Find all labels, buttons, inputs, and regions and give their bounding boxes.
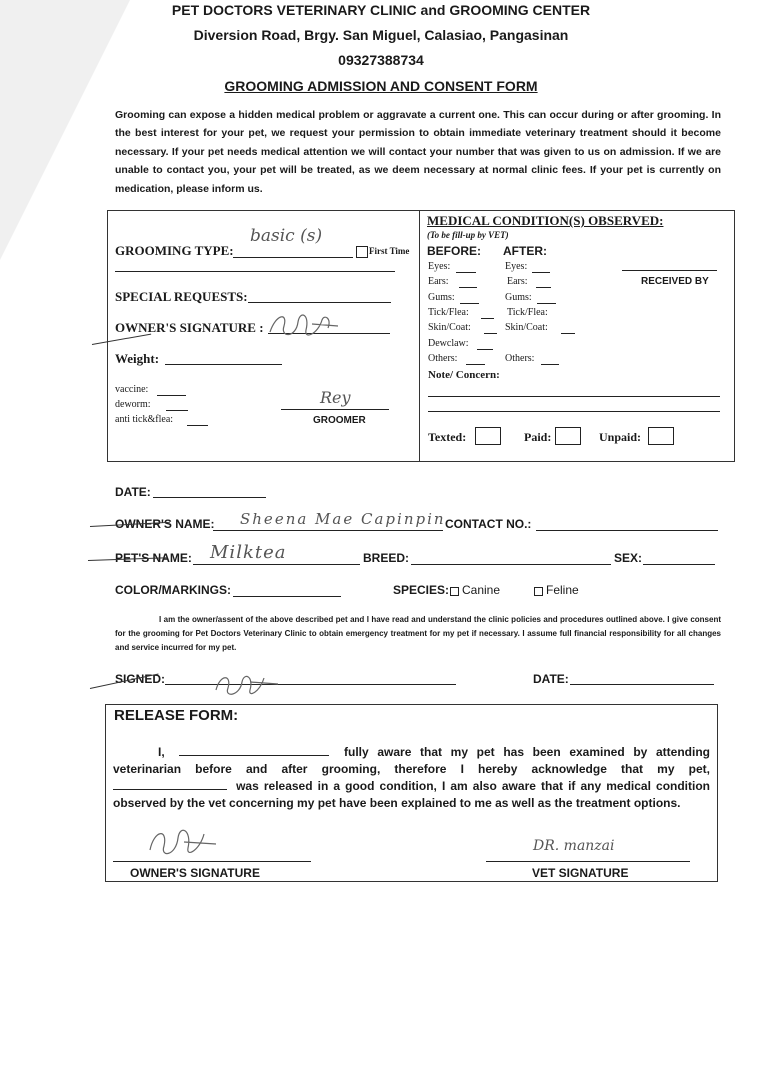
before-item: Gums:	[428, 292, 455, 303]
special-requests-label: SPECIAL REQUESTS:	[115, 289, 248, 304]
weight-line	[165, 364, 282, 365]
breed-line	[411, 564, 611, 565]
unpaid-label: Unpaid:	[599, 430, 642, 444]
date-line	[153, 497, 266, 498]
first-time-checkbox[interactable]	[356, 246, 368, 258]
canine-label: Canine	[462, 583, 501, 597]
grooming-type-label: GROOMING TYPE:	[115, 243, 234, 258]
pet-name-value[interactable]: Milktea	[210, 542, 287, 563]
release-owner-line	[113, 861, 311, 862]
signed-signature-scribble	[210, 664, 280, 704]
paid-label: Paid:	[524, 430, 552, 444]
after-line	[541, 364, 559, 365]
release-title: RELEASE FORM:	[114, 707, 239, 724]
after-item: Tick/Flea:	[507, 307, 548, 318]
special-requests-line	[248, 302, 391, 303]
vet-signature-line	[486, 861, 690, 862]
before-item: Dewclaw:	[428, 338, 469, 349]
vet-signature-label: VET SIGNATURE	[532, 866, 629, 880]
texted-label: Texted:	[428, 430, 467, 444]
grooming-type-value[interactable]: basic (s)	[250, 226, 323, 246]
intro-paragraph: Grooming can expose a hidden medical problem or aggravate a current one. This can occur during or after grooming. In the best interest for your pet, we request your permission to obtain immediate veterinary treatment should it become necessary. If your pet needs medical attention we will contact your number that was given to us on admission. If we are unable to contact you, your pet will be treated, as we deem necessary at normal clinic fees. If your pet is currently on medication, please inform us.	[115, 109, 721, 195]
clinic-address: Diversion Road, Brgy. San Miguel, Calasiao, Pangasinan	[193, 27, 569, 43]
release-name-blank[interactable]	[179, 744, 329, 756]
owner-name-value[interactable]: Sheena Mae Capinpin	[240, 510, 446, 528]
before-line	[456, 272, 476, 273]
species-label: SPECIES:	[393, 583, 450, 597]
feline-label: Feline	[546, 583, 579, 597]
before-line	[459, 287, 477, 288]
paid-checkbox[interactable]	[555, 427, 581, 445]
owner-name-label: OWNER'S NAME:	[115, 517, 215, 531]
grooming-type-line-2	[115, 271, 395, 272]
unpaid-checkbox[interactable]	[648, 427, 674, 445]
clinic-phone: 09327388734	[338, 52, 424, 68]
consent-text: I am the owner/assent of the above described pet and I have read and understand the clinic policies and procedures outlined above. I give consent for the grooming for Pet Doctors Veterinary Clinic to obtain emergency treatment for my pet if necessary. I assume full financial responsibility for all changes and service incurred for my pet.	[115, 615, 721, 652]
canine-checkbox[interactable]	[450, 587, 459, 596]
owner-signature-scribble	[262, 304, 342, 348]
release-text-2: was released in a good condition, I am also aware that if any medical condition observed by the vet concerning my pet have been explained to me as well as the treatment options.	[113, 779, 711, 810]
before-item: Skin/Coat:	[428, 322, 471, 333]
box-divider	[419, 211, 420, 461]
after-line	[536, 287, 551, 288]
owner-signature-label: OWNER'S SIGNATURE :	[115, 320, 264, 335]
release-text-1: fully aware that my pet has been examined by attending veterinarian before and after grooming, therefore I hereby acknowledge that my pet,	[113, 745, 710, 776]
before-item: Ears:	[428, 276, 449, 287]
note-line-2	[428, 411, 720, 412]
groomer-label: GROOMER	[313, 415, 366, 426]
groomer-line	[281, 409, 389, 410]
pet-name-label: PET'S NAME:	[115, 551, 192, 565]
deworm-label: deworm:	[115, 399, 151, 410]
before-line	[484, 333, 497, 334]
pet-name-line	[193, 564, 360, 565]
sex-line	[643, 564, 715, 565]
release-i: I,	[158, 745, 165, 759]
after-item: Ears:	[507, 276, 528, 287]
medical-subtitle: (To be fill-up by VET)	[427, 230, 509, 240]
texted-checkbox[interactable]	[475, 427, 501, 445]
after-line	[537, 303, 556, 304]
first-time-label: First Time	[369, 246, 410, 256]
anti-tick-label: anti tick&flea:	[115, 414, 174, 425]
vaccine-line	[157, 395, 186, 396]
before-line	[466, 364, 485, 365]
breed-label: BREED:	[363, 551, 410, 565]
owner-name-line	[213, 530, 443, 531]
after-item: Skin/Coat:	[505, 322, 548, 333]
vet-signature-value[interactable]: DR. manzai	[533, 838, 615, 854]
release-paragraph	[113, 744, 710, 812]
clinic-name: PET DOCTORS VETERINARY CLINIC and GROOMING CENTER	[171, 2, 591, 18]
note-line-1	[428, 396, 720, 397]
after-item: Eyes:	[505, 261, 528, 272]
contact-label: CONTACT NO.:	[445, 517, 532, 531]
grooming-type-line	[233, 257, 353, 258]
after-item: Others:	[505, 353, 535, 364]
vaccine-label: vaccine:	[115, 384, 149, 395]
signed-date-label: DATE:	[533, 672, 569, 686]
before-item: Tick/Flea:	[428, 307, 469, 318]
before-label: BEFORE:	[427, 244, 481, 258]
weight-label: Weight:	[115, 351, 160, 366]
release-pet-blank[interactable]	[113, 778, 227, 790]
medical-title: MEDICAL CONDITION(S) OBSERVED:	[427, 213, 664, 228]
before-item: Eyes:	[428, 261, 451, 272]
signed-date-line	[570, 684, 714, 685]
received-by-label: RECEIVED BY	[641, 276, 709, 287]
release-owner-signature-scribble	[140, 816, 220, 866]
sex-label: SEX:	[614, 551, 643, 565]
deworm-line	[166, 410, 188, 411]
after-line	[561, 333, 575, 334]
color-line	[233, 596, 341, 597]
before-item: Others:	[428, 353, 458, 364]
note-label: Note/ Concern:	[428, 369, 500, 381]
release-owner-label: OWNER'S SIGNATURE	[130, 866, 260, 880]
after-label: AFTER:	[503, 244, 547, 258]
date-label: DATE:	[115, 485, 151, 499]
form-title: GROOMING ADMISSION AND CONSENT FORM	[224, 78, 538, 94]
received-by-line	[622, 270, 717, 271]
before-line	[481, 318, 494, 319]
color-label: COLOR/MARKINGS:	[115, 583, 231, 597]
before-line	[477, 349, 493, 350]
signed-line	[165, 684, 456, 685]
contact-line	[536, 530, 718, 531]
anti-tick-line	[187, 425, 208, 426]
signed-label: SIGNED:	[115, 672, 166, 686]
after-line	[532, 272, 550, 273]
before-line	[460, 303, 479, 304]
consent-paragraph	[115, 613, 721, 655]
after-item: Gums:	[505, 292, 532, 303]
feline-checkbox[interactable]	[534, 587, 543, 596]
groomer-value[interactable]: Rey	[320, 388, 351, 407]
